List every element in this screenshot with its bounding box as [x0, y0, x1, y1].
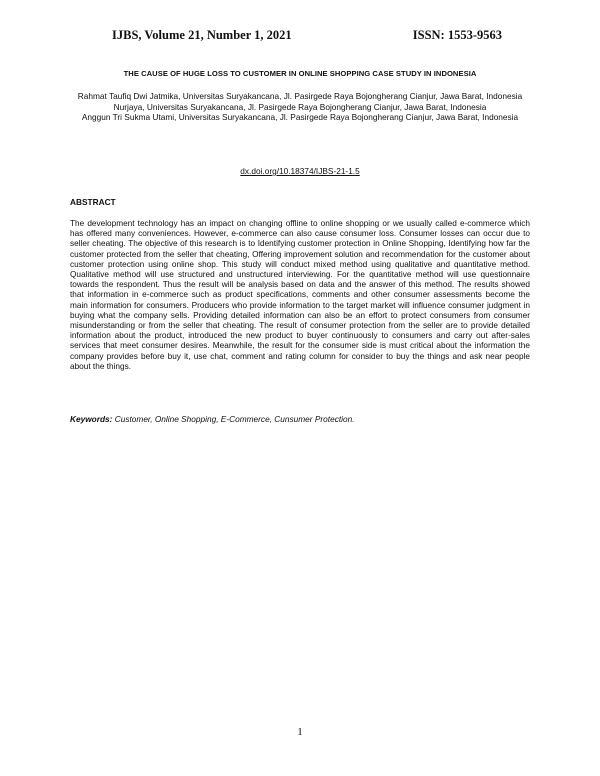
doi-line [0, 166, 600, 176]
issn: ISSN: 1553-9563 [412, 28, 502, 42]
author-affiliation: Rahmat Taufiq Dwi Jatmika, Universitas Suryakancana, Jl. Pasirgede Raya Bojongherang Cianjur, Jawa Barat, Indonesia [77, 91, 523, 101]
author-affiliation: Nurjaya, Universitas Suryakancana, Jl. Pasirgede Raya Bojongherang Cianjur, Jawa Barat, Indonesia [113, 101, 487, 112]
abstract-heading: ABSTRACT [70, 197, 116, 207]
keywords-label: Keywords: [70, 414, 113, 424]
keywords-values: Customer, Online Shopping, E-Commerce, Cunsumer Protection. [114, 414, 355, 424]
doi-link[interactable]: dx.doi.org/10.18374/IJBS-21-1.5 [240, 166, 360, 176]
running-header [90, 28, 510, 44]
keywords-line [70, 414, 530, 424]
abstract-body: The development technology has an impact on changing offline to online shopping or we usually called e-commerce which has offered many conveniences. However, e-commerce can also cause consumer loss. Consumer losses can occur due to seller cheating. The objective of this research is to Identifying customer protection in Online Shopping, Identifying how far the customer protected from the seller that cheating, Offering improvement solution and recommendation for the customer about customer protection using online shop. This study will conduct mixed method using qualitative and quantitative method. Qualitative method will use structured and unstructured interviewing. For the quantitative method will use questionnaire towards the respondent. Thus the result will be analysis based on data and the answer of this method. The results showed that information in e-commerce such as product specifications, comments and other consumer assessments become the main information for consumers. Producers who provide information to the target market will influence consumer judgment in buying what the company sells. Providing detailed information can also be an effort to protect consumers from consumer misunderstanding or from the seller that cheating. The result of consumer protection from the seller are to provide detailed information about the product, introduced the new product to buyer continuously to consumers and carry out after-sales services that meet consumer desires. Meanwhile, the result for the consumer side is must critical about the information the company provides before buy it, use chat, comment and rating column for consider to buy the things and ask near people about the things. [70, 219, 530, 371]
page-number: 1 [297, 726, 303, 738]
author-list [72, 91, 528, 123]
author-affiliation: Anggun Tri Sukma Utami, Universitas Suryakancana, Jl. Pasirgede Raya Bojongherang Cianjur, Jawa Barat, Indonesia [81, 112, 519, 123]
paper-title: THE CAUSE OF HUGE LOSS TO CUSTOMER IN ONLINE SHOPPING CASE STUDY IN INDONESIA [123, 69, 477, 78]
journal-citation: IJBS, Volume 21, Number 1, 2021 [112, 28, 292, 42]
